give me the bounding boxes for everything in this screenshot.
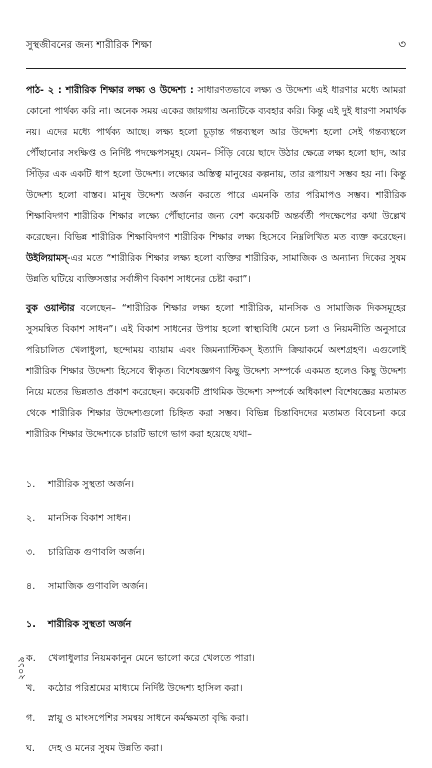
paragraph-aims <box>26 80 406 290</box>
list-item: ৪. সামাজিক গুণাবলি অর্জন। <box>26 581 148 592</box>
list-item: ৩. চারিত্রিক গুণাবলি অর্জন। <box>26 547 145 558</box>
text-body <box>26 80 406 445</box>
list-item: ১. শারীরিক সুস্থতা অর্জন। <box>26 479 135 490</box>
side-page-marker: ২০১৯ <box>17 656 27 680</box>
section-heading: ১. শারীরিক সুস্থতা অর্জন <box>26 619 132 630</box>
paragraph-text: সাধারণতভাবে লক্ষ্য ও উদ্দেশ্য এই ধারণার মধ্যে আমরা কোনো পার্থক্য করি না। অনেক সময় একের জায়গায় অন্যটিকে ব্যবহার করি। কিন্তু এই দুই ধারণা সমার্থক নয়। এদের মধ্যে পার্থক্য আছে। লক্ষ্য হলো চূড়ান্ত গন্তব্যস্থল আর উদ্দেশ্য হলো সেই গন্তব্যস্থলে পৌঁছানোর সংক্ষিপ্ত ও নির্দিষ্ট পদক্ষেপসমূহ। যেমন– সিঁড়ি বেয়ে ছাদে উঠার ক্ষেত্রে লক্ষ্য হলো ছাদ, আর সিঁড়ির এক একটি ধাপ হলো উদ্দেশ্য। লক্ষ্যের অস্তিত্ব মানুষের কল্পনায়, তার রূপায়ণ সম্ভব হয় না। কিন্তু উদ্দেশ্য হলো বাস্তব। মানুষ উদ্দেশ্য অর্জন করতে পারে এমনকি তার পরিমাপও সম্ভব। শারীরিক শিক্ষাবিদগণ শারীরিক শিক্ষার লক্ষ্যে পৌঁছানোর জন্য বেশ কয়েকটি অন্তর্বর্তী পদক্ষেপের কথা উল্লেখ করেছেন। বিভিন্ন শারীরিক শিক্ষাবিদগণ শারীরিক শিক্ষার লক্ষ্য হিসেবে নিম্নলিখিত মত ব্যক্ত করেছেন। <box>26 85 406 243</box>
list-item: ক. খেলাধুলার নিয়মকানুন মেনে ভালো করে খেলতে পারা। <box>26 653 255 664</box>
paragraph-text: বলেছেন– “শারীরিক শিক্ষার লক্ষ্য হলো শারীরিক, মানসিক ও সামাজিক দিকসমূহের সুসমন্বিত বিকাশ সাধন”। এই বিকাশ সাধনের উপায় হলো স্বাস্থ্যবিধি মেনে চলা ও নিয়মনীতি অনুসারে পরিচালিত খেলাধুলা, ছন্দোময় ব্যায়াম এবং জিমন্যাস্টিকস্ ইত্যাদি ক্রিয়াকর্মে অংশগ্রহণ। এগুলোই শারীরিক শিক্ষার উদ্দেশ্য হিসেবে স্বীকৃত। বিশেষজ্ঞগণ কিছু উদ্দেশ্য সম্পর্কে একমত হলেও কিছু উদ্দেশ্য নিয়ে মতের ভিন্নতাও প্রকাশ করেছেন। কয়েকটি প্রাথমিক উদ্দেশ্য সম্পর্কে অধিকাংশ বিশেষজ্ঞের মতামত থেকে শারীরিক শিক্ষার উদ্দেশ্যগুলো চিহ্নিত করা সম্ভব। বিভিন্ন চিন্তাবিদদের মতামত বিবেচনা করে শারীরিক শিক্ষার উদ্দেশ্যকে চারটি ভাগে ভাগ করা হয়েছে যথা– <box>26 303 406 440</box>
list-item: গ. স্নায়ু ও মাংসপেশির সমন্বয় সাধনে কর্মক্ষমতা বৃদ্ধি করা। <box>26 713 249 724</box>
author-name: বুক ওয়াল্টার <box>26 303 75 314</box>
author-name: উইলিয়ামস্ <box>26 253 68 264</box>
list-item: ঘ. দেহ ও মনের সুষম উন্নতি করা। <box>26 743 163 754</box>
paragraph-objectives <box>26 298 406 445</box>
page-header <box>26 28 406 69</box>
header-title: সুস্থজীবনের জন্য শারীরিক শিক্ষা <box>26 40 152 51</box>
list-item: খ. কঠোর পরিশ্রমের মাধ্যমে নির্দিষ্ট উদ্দেশ্য হাসিল করা। <box>26 683 243 694</box>
lesson-heading: পাঠ- ২ : শারীরিক শিক্ষার লক্ষ্য ও উদ্দেশ্য : <box>26 85 194 96</box>
paragraph-text: -এর মতে “শারীরিক শিক্ষার লক্ষ্য হলো ব্যক্তির শারীরিক, সামাজিক ও অন্যান্য দিকের সুষম উন্নতি ঘটিয়ে ব্যক্তিসত্তার সর্বাঙ্গীণ বিকাশ সাধনের চেষ্টা করা”। <box>26 253 406 285</box>
page-number: ৩ <box>398 37 406 51</box>
list-item: ২. মানসিক বিকাশ সাধন। <box>26 513 131 524</box>
